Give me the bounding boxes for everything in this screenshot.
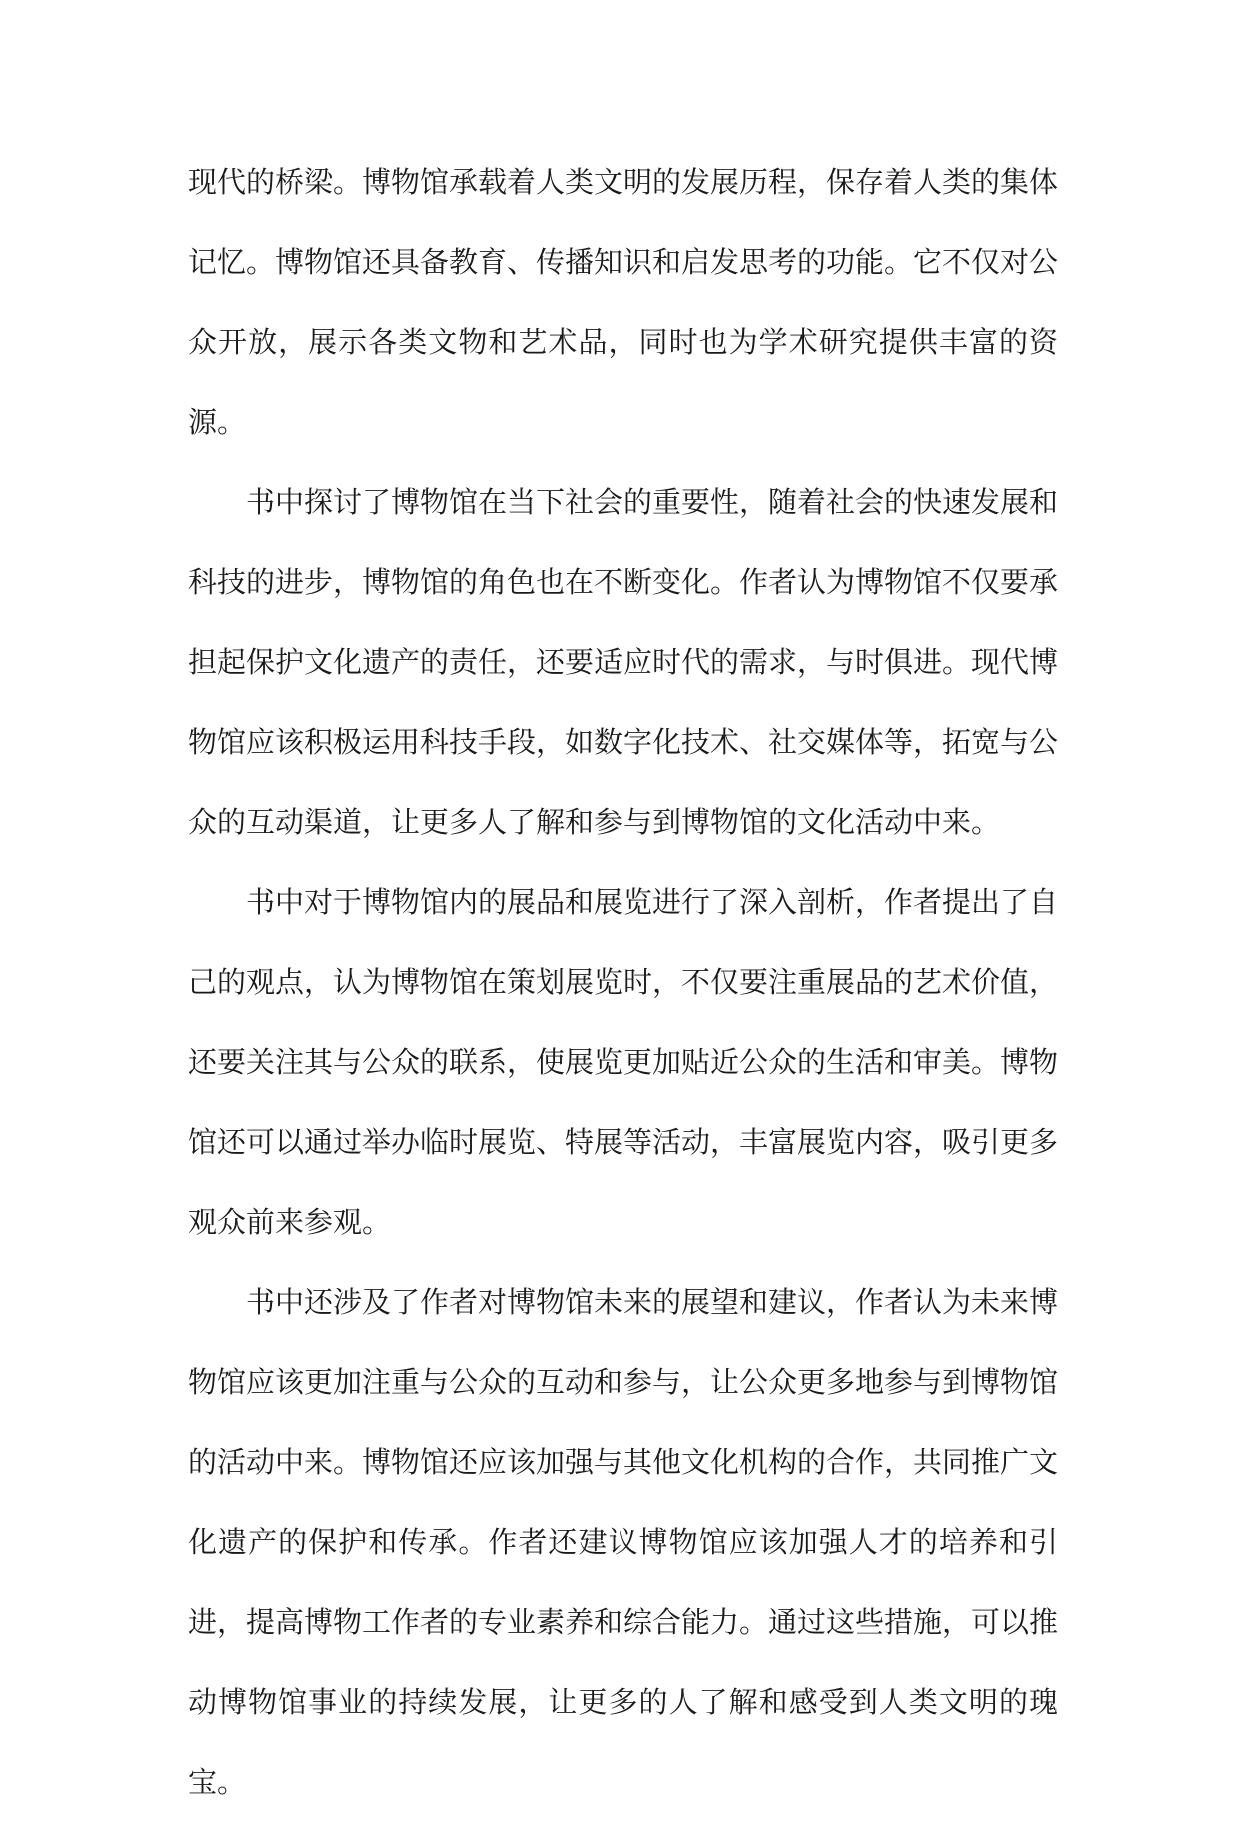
document-body (188, 142, 1058, 1822)
paragraph-4: 书中还涉及了作者对博物馆未来的展望和建议，作者认为未来博物馆应该更加注重与公众的互动和参与，让公众更多地参与到博物馆的活动中来。博物馆还应该加强与其他文化机构的合作，共同推广文化遗产的保护和传承。作者还建议博物馆应该加强人才的培养和引进，提高博物工作者的专业素养和综合能力。通过这些措施，可以推动博物馆事业的持续发展，让更多的人了解和感受到人类文明的瑰宝。 (188, 1285, 1059, 1799)
paragraph-2: 书中探讨了博物馆在当下社会的重要性，随着社会的快速发展和科技的进步，博物馆的角色也在不断变化。作者认为博物馆不仅要承担起保护文化遗产的责任，还要适应时代的需求，与时俱进。现代博物馆应该积极运用科技手段，如数字化技术、社交媒体等，拓宽与公众的互动渠道，让更多人了解和参与到博物馆的文化活动中来。 (188, 485, 1059, 839)
paragraph-1: 现代的桥梁。博物馆承载着人类文明的发展历程，保存着人类的集体记忆。博物馆还具备教育、传播知识和启发思考的功能。它不仅对公众开放，展示各类文物和艺术品，同时也为学术研究提供丰富的资源。 (188, 165, 1059, 439)
paragraph-3: 书中对于博物馆内的展品和展览进行了深入剖析，作者提出了自己的观点，认为博物馆在策划展览时，不仅要注重展品的艺术价值，还要关注其与公众的联系，使展览更加贴近公众的生活和审美。博物馆还可以通过举办临时展览、特展等活动，丰富展览内容，吸引更多观众前来参观。 (188, 885, 1059, 1239)
